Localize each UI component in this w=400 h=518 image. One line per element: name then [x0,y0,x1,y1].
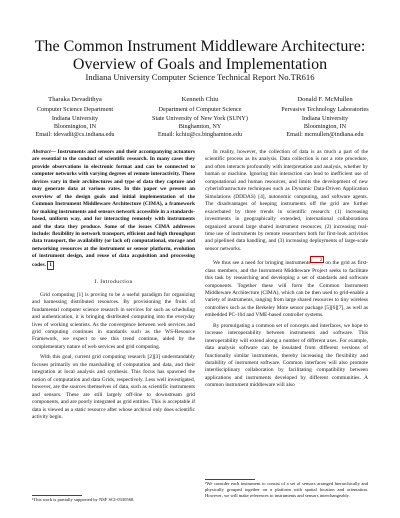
footnote-divider [32,495,82,496]
author-department: Pervasive Technology Laboratories [281,106,369,114]
author-email: Email: mcmullen@indiana.edu [286,131,364,139]
footnote: ²We consider each instrument to consist of a set of sensors arranged hierarchically and physically grouped together on a platform with spatial location and orientation. However, we will make references to instruments and sensors interchangeably. [205,481,368,498]
author-name: Donald F. McMullen [297,96,353,103]
author-organization: Indiana University [51,114,99,122]
paragraph-text: We thus see a need for bringing instruments [213,260,311,267]
paragraph-text: on the grid as first-class members, and the Instrument Middleware Project seeks to facilitate this task by researching and developing a set of standards and software components. Together these will form the Common Instrument Middleware Architecture (CIMA), which can be then used to grid-enable a variety of instruments, ranging from large shared resources to tiny wireless controllers such as the Berkeley Mote sensor package [5][6][7], as well as embedded PC-104 and VME-based controller systems. [205,260,368,319]
author-department: Computer Science Department [36,106,114,114]
author-block [10,96,140,139]
author-email: Email: kchiu@cs.binghamton.edu [157,131,243,139]
author-block [135,96,265,139]
paragraph: Grid computing [1] is proving to be a useful paradigm for organizing and harnessing distributed resources. By provisioning the fruits of fundamental computer science research in services for such as scheduling and authentication, it is bringing distributed computing into the everyday lives of working scientists. As the convergence between web services and grid computing continues in standards such as the WS-Resource Framework, we expect to see this trend continue, aided by the complementary nature of web services and grid computing. [32,291,195,350]
author-department: Department of Computer Science [158,106,242,114]
abstract [32,149,195,270]
author-block [260,96,390,139]
footnote-divider [205,479,255,480]
footnote-marker-link[interactable]: 1 [47,261,54,270]
paper-title: The Common Instrument Middleware Architecture: Overview of Goals and Implementation [34,38,366,73]
author-name: Tharaka Devadithya [48,96,102,103]
left-column [32,149,195,424]
author-organization: Indiana University [301,114,349,122]
author-email: Email: tdevadit@cs.indiana.edu [35,131,115,139]
footnote-marker-link[interactable]: 2 [310,256,323,263]
section-heading: I. Introduction [94,279,133,286]
abstract-body: — Instruments and sensors and their accompanying actuators are essential to the conduct of scientific research. In many cases they provide observations in electronic format and can be connected to computer networks with varying degrees of remote interactivity. These devices vary in their architectures and type of data they capture and may generate data at various rates. In this paper we present an overview of the design goals and initial implementation of the Common Instrument Middleware Architecture (CIMA), a framework for making instruments and sensors network accessible in a standards-based, uniform way, and for interacting remotely with instruments and the data they produce. Some of the issues CIMA addresses include: flexibility in network transport, efficient and high throughput data transport, the availability (or lack of) computational, storage and networking resources at the instrument or sensor platform, evolution of instrument design, and reuse of data acquisition and processing codes. [32,149,195,268]
paragraph: In reality, however, the collection of data is as much a part of the scientific process as its analysis. Data collection is not a rote procedure, and often interacts profoundly with interpretation and analysis, whether by human or machine. Ignoring this interaction can lead to inefficient use of computational and human resources, and limits the development of new cyberinfrastructure techniques such as Dynamic Data-Driven Application Simulations (DDDAS) [4], autonomic computing, and software agents. The disadvantages of keeping instruments off the grid are further exacerbated by three trends in scientific research: (1) increasing investments in geographically extended, international collaborations organized around large shared instrument resources, (2) increasing real-time use of instruments by remote researchers both for first-look activities and pipelined data handling, and (3) increasing deployments of large-scale sensor networks. [205,149,368,252]
abstract-lead: Abstract [32,149,51,155]
author-city: Bloomington, IN [53,122,97,130]
author-city: Bloomington, IN [303,122,347,130]
right-column [205,149,368,393]
paragraph [205,256,368,319]
author-name: Kenneth Chiu [181,96,219,103]
paragraph: With this goal, current grid computing research [2][3] understandably focuses primarily on the marshalling of computation and data, and their integration at local analysis and synthesis. This focus has spawned the notion of computation and data Grids, respectively. Less well investigated, however, are the sources themselves of data, such as scientific instruments and sensors. These are still largely off-line to downstream grid components, and are poorly integrated as grid entities. This is acceptable if data is viewed as a static resource after whose archival only does scientific activity begin. [32,354,195,420]
paragraph: By promulgating a common set of concepts and interfaces, we hope to increase interoperability between instruments and software. This interoperability will extend along a number of different axes. For example, data analysis software can be insulated from different versions of functionally similar instruments, thereby increasing the flexibility and durability of instrument software. Common interfaces will also promote interdisciplinary collaboration by facilitating compatibility between applications and instruments developed by different communities. A common instrument middleware will also [205,322,368,389]
footnote: ¹This work is partially supported by NSF SCI-0330568. [32,497,135,502]
author-organization: State University of New York (SUNY) [152,114,248,122]
report-subtitle: Indiana University Computer Science Technical Report No.TR616 [85,72,315,82]
author-city: Binghamton, NY [178,122,222,130]
